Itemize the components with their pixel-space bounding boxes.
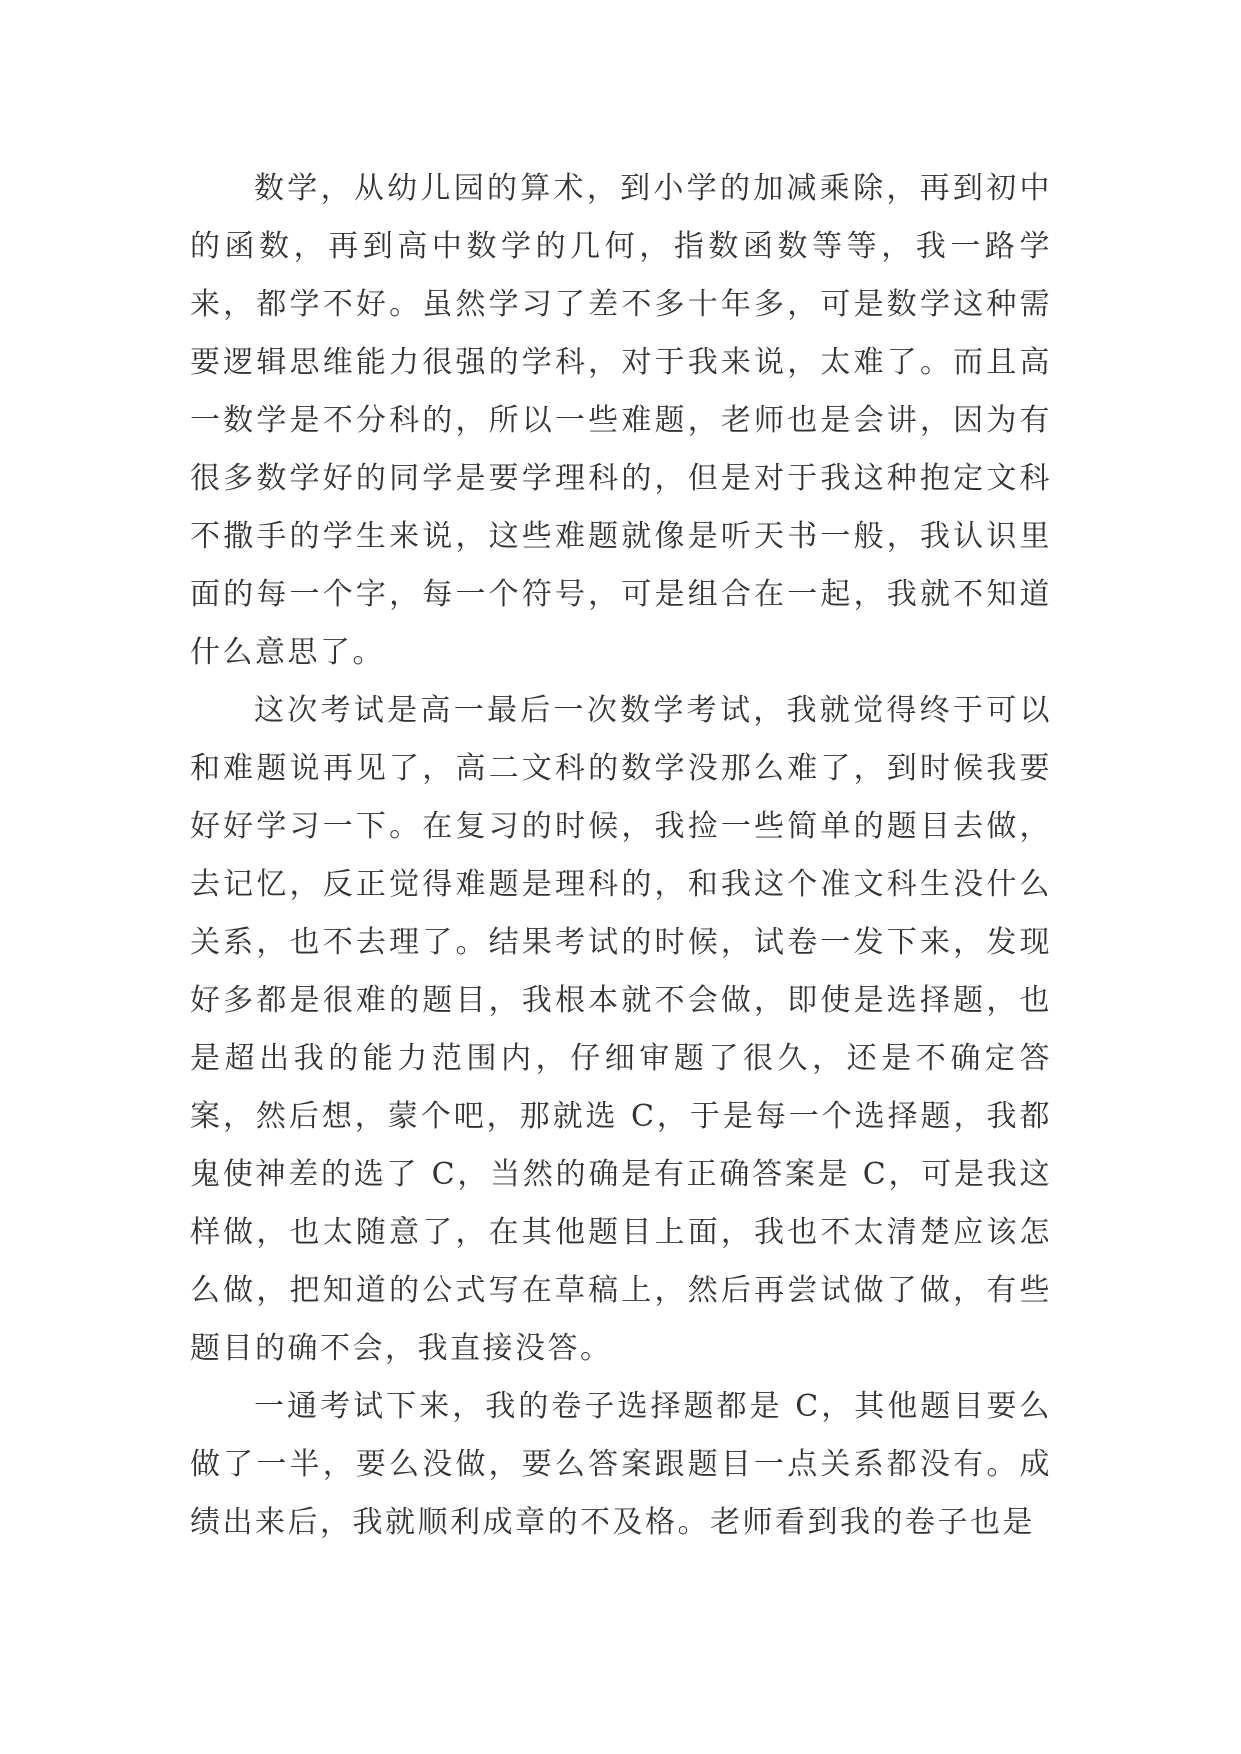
document-body [190, 160, 1052, 1552]
paragraph: 数学，从幼儿园的算术，到小学的加减乘除，再到初中的函数，再到高中数学的几何，指数函数等等，我一路学来，都学不好。虽然学习了差不多十年多，可是数学这种需要逻辑思维能力很强的学科，对于我来说，太难了。而且高一数学是不分科的，所以一些难题，老师也是会讲，因为有很多数学好的同学是要学理科的，但是对于我这种抱定文科不撒手的学生来说，这些难题就像是听天书一般，我认识里面的每一个字，每一个符号，可是组合在一起，我就不知道什么意思了。 [190, 171, 1052, 670]
paragraph: 这次考试是高一最后一次数学考试，我就觉得终于可以和难题说再见了，高二文科的数学没那么难了，到时候我要好好学习一下。在复习的时候，我捡一些简单的题目去做，去记忆，反正觉得难题是理科的，和我这个准文科生没什么关系，也不去理了。结果考试的时候，试卷一发下来，发现好多都是很难的题目，我根本就不会做，即使是选择题，也是超出我的能力范围内，仔细审题了很久，还是不确定答案，然后想，蒙个吧，那就选 C，于是每一个选择题，我都鬼使神差的选了 C，当然的确是有正确答案是 C，可是我这样做，也太随意了，在其他题目上面，我也不太清楚应该怎么做，把知道的公式写在草稿上，然后再尝试做了做，有些题目的确不会，我直接没答。 [190, 693, 1052, 1366]
paragraph: 一通考试下来，我的卷子选择题都是 C，其他题目要么做了一半，要么没做，要么答案跟题目一点关系都没有。成绩出来后，我就顺利成章的不及格。老师看到我的卷子也是 [190, 1389, 1052, 1540]
